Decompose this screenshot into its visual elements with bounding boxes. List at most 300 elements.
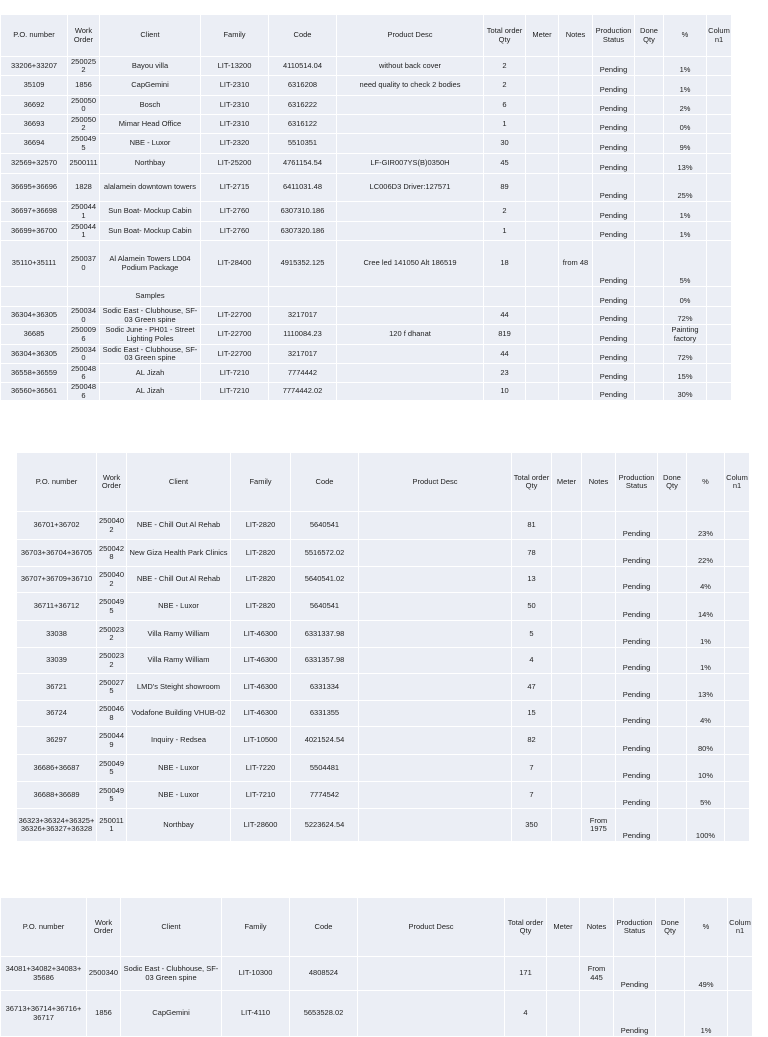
cell-notes bbox=[559, 57, 593, 76]
cell-work-order: 2500486 bbox=[68, 383, 100, 401]
cell-production-status: Pending bbox=[593, 76, 635, 96]
cell-notes bbox=[559, 174, 593, 202]
cell-column1 bbox=[725, 648, 750, 674]
cell-family: LIT-7210 bbox=[201, 383, 269, 401]
cell-done-qty bbox=[635, 115, 664, 134]
header-notes: Notes bbox=[580, 898, 614, 957]
cell-po-number: 33038 bbox=[17, 621, 97, 648]
table-row bbox=[1, 364, 732, 383]
cell-column1 bbox=[707, 325, 732, 345]
cell-client: Northbay bbox=[127, 809, 231, 842]
cell-code: 5640541 bbox=[291, 593, 359, 621]
cell-production-status: Pending bbox=[616, 809, 658, 842]
cell-po-number: 34081+34082+34083+ 35686 bbox=[1, 957, 87, 991]
cell-notes bbox=[582, 674, 616, 701]
cell-done-qty bbox=[635, 364, 664, 383]
cell-work-order: 1856 bbox=[68, 76, 100, 96]
cell-notes: From 1975 bbox=[582, 809, 616, 842]
cell-work-order: 2500441 bbox=[68, 222, 100, 241]
cell-product-desc bbox=[358, 991, 505, 1037]
cell-total-qty: 4 bbox=[505, 991, 547, 1037]
cell-client: Bosch bbox=[100, 96, 201, 115]
header-family: Family bbox=[201, 15, 269, 57]
cell-family: LIT-2310 bbox=[201, 96, 269, 115]
cell-work-order: 1828 bbox=[68, 174, 100, 202]
header-total-qty: Total order Qty bbox=[512, 453, 552, 512]
cell-work-order: 2500449 bbox=[97, 727, 127, 755]
table-row bbox=[1, 222, 732, 241]
cell-percent: 9% bbox=[664, 134, 707, 154]
data-table bbox=[0, 897, 753, 1037]
cell-po-number: 32569+32570 bbox=[1, 154, 68, 174]
cell-percent: 0% bbox=[664, 115, 707, 134]
cell-column1 bbox=[707, 154, 732, 174]
cell-family: LIT-10500 bbox=[231, 727, 291, 755]
cell-product-desc bbox=[359, 621, 512, 648]
cell-done-qty bbox=[635, 57, 664, 76]
cell-work-order: 2500402 bbox=[97, 512, 127, 540]
header-family: Family bbox=[231, 453, 291, 512]
cell-family: LIT-2310 bbox=[201, 76, 269, 96]
cell-family: LIT-2760 bbox=[201, 222, 269, 241]
cell-column1 bbox=[707, 202, 732, 222]
cell-production-status: Pending bbox=[593, 134, 635, 154]
cell-production-status: Pending bbox=[593, 241, 635, 287]
cell-family: LIT-25200 bbox=[201, 154, 269, 174]
cell-code: 5510351 bbox=[269, 134, 337, 154]
table-row bbox=[1, 154, 732, 174]
cell-client: Sodic June - PH01 - Street Lighting Poles bbox=[100, 325, 201, 345]
cell-family: LIT-46300 bbox=[231, 648, 291, 674]
cell-client: Sun Boat- Mockup Cabin bbox=[100, 202, 201, 222]
header-po-number: P.O. number bbox=[17, 453, 97, 512]
cell-po-number: 36304+36305 bbox=[1, 345, 68, 364]
cell-production-status: Pending bbox=[616, 567, 658, 593]
cell-product-desc bbox=[359, 648, 512, 674]
cell-done-qty bbox=[635, 241, 664, 287]
cell-done-qty bbox=[635, 383, 664, 401]
cell-meter bbox=[526, 134, 559, 154]
cell-family: LIT-2310 bbox=[201, 115, 269, 134]
cell-meter bbox=[552, 567, 582, 593]
cell-product-desc: Cree led 141050 Alt 186519 bbox=[337, 241, 484, 287]
cell-notes bbox=[582, 621, 616, 648]
cell-production-status: Pending bbox=[593, 307, 635, 325]
cell-product-desc: LC006D3 Driver:127571 bbox=[337, 174, 484, 202]
cell-notes bbox=[559, 325, 593, 345]
cell-family: LIT-28400 bbox=[201, 241, 269, 287]
cell-meter bbox=[552, 512, 582, 540]
cell-client: Inquiry - Redsea bbox=[127, 727, 231, 755]
table-row bbox=[17, 809, 750, 842]
header-client: Client bbox=[121, 898, 222, 957]
cell-production-status: Pending bbox=[616, 674, 658, 701]
cell-product-desc bbox=[337, 345, 484, 364]
cell-work-order: 2500370 bbox=[68, 241, 100, 287]
header-percent: % bbox=[685, 898, 728, 957]
cell-product-desc: without back cover bbox=[337, 57, 484, 76]
cell-work-order: 2500340 bbox=[87, 957, 121, 991]
cell-column1 bbox=[725, 809, 750, 842]
cell-meter bbox=[552, 674, 582, 701]
table-row bbox=[1, 991, 753, 1037]
table-row bbox=[1, 202, 732, 222]
cell-work-order: 2500495 bbox=[97, 782, 127, 809]
header-done-qty: Done Qty bbox=[658, 453, 687, 512]
cell-meter bbox=[526, 57, 559, 76]
cell-product-desc: need quality to check 2 bodies bbox=[337, 76, 484, 96]
cell-done-qty bbox=[635, 134, 664, 154]
header-done-qty: Done Qty bbox=[656, 898, 685, 957]
cell-total-qty: 50 bbox=[512, 593, 552, 621]
cell-percent: 10% bbox=[687, 755, 725, 782]
cell-product-desc bbox=[359, 755, 512, 782]
cell-percent: 1% bbox=[664, 222, 707, 241]
cell-production-status: Pending bbox=[616, 755, 658, 782]
cell-column1 bbox=[707, 287, 732, 307]
cell-family: LIT-7210 bbox=[231, 782, 291, 809]
cell-percent: 49% bbox=[685, 957, 728, 991]
cell-meter bbox=[526, 364, 559, 383]
header-product-desc: Product Desc bbox=[337, 15, 484, 57]
cell-client: Vodafone Building VHUB-02 bbox=[127, 701, 231, 727]
cell-work-order: 2500232 bbox=[97, 621, 127, 648]
cell-po-number: 36697+36698 bbox=[1, 202, 68, 222]
cell-po-number: 36686+36687 bbox=[17, 755, 97, 782]
header-row bbox=[1, 898, 753, 957]
cell-family: LIT-2320 bbox=[201, 134, 269, 154]
cell-work-order: 2500495 bbox=[68, 134, 100, 154]
cell-column1 bbox=[728, 991, 753, 1037]
table-row bbox=[17, 648, 750, 674]
cell-meter bbox=[552, 809, 582, 842]
cell-work-order: 2500495 bbox=[97, 755, 127, 782]
cell-done-qty bbox=[635, 287, 664, 307]
cell-code: 1110084.23 bbox=[269, 325, 337, 345]
cell-family: LIT-22700 bbox=[201, 345, 269, 364]
table-row bbox=[1, 76, 732, 96]
header-production-status: Production Status bbox=[614, 898, 656, 957]
cell-total-qty: 44 bbox=[484, 345, 526, 364]
cell-code: 3217017 bbox=[269, 307, 337, 325]
cell-column1 bbox=[707, 134, 732, 154]
cell-po-number: 36685 bbox=[1, 325, 68, 345]
cell-total-qty: 13 bbox=[512, 567, 552, 593]
cell-total-qty: 82 bbox=[512, 727, 552, 755]
cell-client: Villa Ramy William bbox=[127, 648, 231, 674]
header-meter: Meter bbox=[526, 15, 559, 57]
cell-meter bbox=[526, 325, 559, 345]
cell-production-status: Pending bbox=[614, 991, 656, 1037]
cell-client: CapGemini bbox=[100, 76, 201, 96]
table-row bbox=[17, 540, 750, 567]
cell-product-desc bbox=[359, 674, 512, 701]
cell-meter bbox=[547, 991, 580, 1037]
cell-po-number: 36695+36696 bbox=[1, 174, 68, 202]
cell-done-qty bbox=[635, 222, 664, 241]
cell-percent: 1% bbox=[685, 991, 728, 1037]
table-row bbox=[1, 241, 732, 287]
cell-column1 bbox=[707, 174, 732, 202]
cell-client: Samples bbox=[100, 287, 201, 307]
cell-client: Villa Ramy William bbox=[127, 621, 231, 648]
cell-code: 3217017 bbox=[269, 345, 337, 364]
cell-po-number: 36692 bbox=[1, 96, 68, 115]
cell-total-qty: 7 bbox=[512, 782, 552, 809]
cell-work-order: 2500232 bbox=[97, 648, 127, 674]
cell-done-qty bbox=[658, 593, 687, 621]
cell-work-order: 2500500 bbox=[68, 96, 100, 115]
cell-done-qty bbox=[658, 567, 687, 593]
cell-product-desc bbox=[337, 364, 484, 383]
cell-notes bbox=[582, 567, 616, 593]
header-percent: % bbox=[687, 453, 725, 512]
cell-code: 7774442 bbox=[269, 364, 337, 383]
cell-meter bbox=[526, 96, 559, 115]
cell-product-desc bbox=[359, 567, 512, 593]
cell-percent: 15% bbox=[664, 364, 707, 383]
cell-done-qty bbox=[635, 174, 664, 202]
cell-meter bbox=[526, 76, 559, 96]
cell-production-status: Pending bbox=[593, 287, 635, 307]
cell-product-desc bbox=[337, 383, 484, 401]
table-row bbox=[17, 593, 750, 621]
cell-product-desc bbox=[337, 307, 484, 325]
cell-notes bbox=[559, 96, 593, 115]
cell-client: alalamein downtown towers bbox=[100, 174, 201, 202]
cell-code: 6331357.98 bbox=[291, 648, 359, 674]
table-row bbox=[1, 345, 732, 364]
cell-notes bbox=[582, 512, 616, 540]
data-table bbox=[0, 14, 732, 401]
cell-code bbox=[269, 287, 337, 307]
cell-notes bbox=[582, 755, 616, 782]
cell-code: 6331334 bbox=[291, 674, 359, 701]
cell-production-status: Pending bbox=[593, 174, 635, 202]
order-table-1 bbox=[0, 14, 732, 401]
cell-notes bbox=[559, 115, 593, 134]
table-row bbox=[1, 325, 732, 345]
cell-work-order: 2500468 bbox=[97, 701, 127, 727]
cell-meter bbox=[526, 154, 559, 174]
cell-production-status: Pending bbox=[616, 593, 658, 621]
cell-meter bbox=[552, 648, 582, 674]
cell-client: CapGemini bbox=[121, 991, 222, 1037]
cell-total-qty: 47 bbox=[512, 674, 552, 701]
cell-family: LIT-10300 bbox=[222, 957, 290, 991]
cell-meter bbox=[526, 307, 559, 325]
cell-po-number: 33039 bbox=[17, 648, 97, 674]
cell-percent: Painting factory bbox=[664, 325, 707, 345]
cell-product-desc bbox=[337, 222, 484, 241]
cell-work-order: 2500096 bbox=[68, 325, 100, 345]
cell-percent: 14% bbox=[687, 593, 725, 621]
cell-product-desc bbox=[337, 202, 484, 222]
cell-column1 bbox=[707, 307, 732, 325]
cell-po-number: 36304+36305 bbox=[1, 307, 68, 325]
cell-po-number: 36701+36702 bbox=[17, 512, 97, 540]
cell-client: AL Jizah bbox=[100, 364, 201, 383]
cell-done-qty bbox=[635, 76, 664, 96]
cell-product-desc bbox=[359, 809, 512, 842]
cell-code: 5504481 bbox=[291, 755, 359, 782]
cell-meter bbox=[526, 115, 559, 134]
cell-done-qty bbox=[658, 782, 687, 809]
cell-total-qty: 6 bbox=[484, 96, 526, 115]
cell-work-order: 2500275 bbox=[97, 674, 127, 701]
cell-total-qty: 89 bbox=[484, 174, 526, 202]
cell-meter bbox=[526, 345, 559, 364]
cell-done-qty bbox=[635, 96, 664, 115]
cell-family: LIT-2760 bbox=[201, 202, 269, 222]
cell-done-qty bbox=[658, 540, 687, 567]
cell-code: 7774442.02 bbox=[269, 383, 337, 401]
cell-total-qty: 1 bbox=[484, 115, 526, 134]
cell-family: LIT-7210 bbox=[201, 364, 269, 383]
cell-production-status: Pending bbox=[593, 96, 635, 115]
table-row bbox=[1, 115, 732, 134]
cell-notes bbox=[559, 307, 593, 325]
cell-total-qty bbox=[484, 287, 526, 307]
table-row bbox=[17, 621, 750, 648]
table-row bbox=[17, 782, 750, 809]
cell-po-number: 36724 bbox=[17, 701, 97, 727]
cell-product-desc bbox=[359, 540, 512, 567]
cell-po-number: 36713+36714+36716+ 36717 bbox=[1, 991, 87, 1037]
cell-percent: 0% bbox=[664, 287, 707, 307]
cell-family: LIT-13200 bbox=[201, 57, 269, 76]
cell-column1 bbox=[728, 957, 753, 991]
cell-done-qty bbox=[635, 307, 664, 325]
cell-production-status: Pending bbox=[616, 782, 658, 809]
cell-percent: 2% bbox=[664, 96, 707, 115]
cell-percent: 1% bbox=[664, 76, 707, 96]
cell-column1 bbox=[725, 567, 750, 593]
cell-code: 5653528.02 bbox=[290, 991, 358, 1037]
cell-client: NBE - Luxor bbox=[100, 134, 201, 154]
cell-column1 bbox=[707, 115, 732, 134]
cell-work-order: 2500495 bbox=[97, 593, 127, 621]
cell-percent: 72% bbox=[664, 307, 707, 325]
cell-code: 6331337.98 bbox=[291, 621, 359, 648]
header-meter: Meter bbox=[547, 898, 580, 957]
order-table-2 bbox=[16, 452, 750, 842]
cell-meter bbox=[552, 621, 582, 648]
cell-notes bbox=[559, 364, 593, 383]
header-work-order: Work Order bbox=[68, 15, 100, 57]
cell-client: Sodic East - Clubhouse, SF-03 Green spine bbox=[121, 957, 222, 991]
cell-product-desc bbox=[337, 115, 484, 134]
cell-code: 4761154.54 bbox=[269, 154, 337, 174]
cell-po-number: 33206+33207 bbox=[1, 57, 68, 76]
cell-family: LIT-2715 bbox=[201, 174, 269, 202]
cell-code: 4915352.125 bbox=[269, 241, 337, 287]
cell-column1 bbox=[707, 364, 732, 383]
cell-total-qty: 819 bbox=[484, 325, 526, 345]
cell-code: 4808524 bbox=[290, 957, 358, 991]
cell-family: LIT-7220 bbox=[231, 755, 291, 782]
cell-total-qty: 45 bbox=[484, 154, 526, 174]
cell-po-number: 35110+35111 bbox=[1, 241, 68, 287]
cell-family: LIT-2820 bbox=[231, 512, 291, 540]
cell-family: LIT-28600 bbox=[231, 809, 291, 842]
cell-work-order: 2500111 bbox=[68, 154, 100, 174]
cell-column1 bbox=[707, 76, 732, 96]
cell-code: 4110514.04 bbox=[269, 57, 337, 76]
cell-client: Sodic East - Clubhouse, SF-03 Green spine bbox=[100, 307, 201, 325]
cell-po-number: 36707+36709+36710 bbox=[17, 567, 97, 593]
cell-work-order: 1856 bbox=[87, 991, 121, 1037]
cell-column1 bbox=[725, 782, 750, 809]
cell-client: Mimar Head Office bbox=[100, 115, 201, 134]
cell-percent: 13% bbox=[664, 154, 707, 174]
cell-done-qty bbox=[658, 809, 687, 842]
cell-work-order: 2500441 bbox=[68, 202, 100, 222]
cell-family: LIT-22700 bbox=[201, 307, 269, 325]
cell-work-order: 2500486 bbox=[68, 364, 100, 383]
cell-notes bbox=[582, 593, 616, 621]
cell-production-status: Pending bbox=[616, 621, 658, 648]
cell-meter bbox=[552, 701, 582, 727]
cell-notes bbox=[582, 648, 616, 674]
cell-done-qty bbox=[658, 727, 687, 755]
cell-production-status: Pending bbox=[616, 512, 658, 540]
cell-total-qty: 4 bbox=[512, 648, 552, 674]
cell-family bbox=[201, 287, 269, 307]
cell-percent: 25% bbox=[664, 174, 707, 202]
cell-meter bbox=[526, 287, 559, 307]
cell-client: NBE - Luxor bbox=[127, 782, 231, 809]
cell-code: 6411031.48 bbox=[269, 174, 337, 202]
cell-family: LIT-46300 bbox=[231, 674, 291, 701]
cell-code: 6316222 bbox=[269, 96, 337, 115]
cell-total-qty: 2 bbox=[484, 57, 526, 76]
cell-work-order: 2500111 bbox=[97, 809, 127, 842]
order-table-3 bbox=[0, 897, 753, 1037]
cell-total-qty: 1 bbox=[484, 222, 526, 241]
cell-production-status: Pending bbox=[593, 345, 635, 364]
cell-notes bbox=[559, 345, 593, 364]
header-notes: Notes bbox=[559, 15, 593, 57]
cell-code: 4021524.54 bbox=[291, 727, 359, 755]
cell-code: 6331355 bbox=[291, 701, 359, 727]
cell-column1 bbox=[707, 241, 732, 287]
cell-client: NBE - Luxor bbox=[127, 593, 231, 621]
cell-meter bbox=[552, 782, 582, 809]
table-row bbox=[17, 755, 750, 782]
cell-client: Sun Boat- Mockup Cabin bbox=[100, 222, 201, 241]
cell-product-desc bbox=[358, 957, 505, 991]
cell-production-status: Pending bbox=[593, 115, 635, 134]
table-row bbox=[17, 512, 750, 540]
cell-code: 7774542 bbox=[291, 782, 359, 809]
cell-product-desc: LF-GIR007YS(B)0350H bbox=[337, 154, 484, 174]
cell-code: 6316208 bbox=[269, 76, 337, 96]
cell-done-qty bbox=[656, 991, 685, 1037]
cell-product-desc bbox=[337, 287, 484, 307]
cell-production-status: Pending bbox=[593, 202, 635, 222]
cell-percent: 72% bbox=[664, 345, 707, 364]
cell-work-order: 2500402 bbox=[97, 567, 127, 593]
cell-done-qty bbox=[658, 674, 687, 701]
cell-done-qty bbox=[635, 154, 664, 174]
cell-po-number: 36560+36561 bbox=[1, 383, 68, 401]
cell-production-status: Pending bbox=[593, 364, 635, 383]
cell-client: NBE - Chill Out Al Rehab bbox=[127, 512, 231, 540]
table-row bbox=[1, 57, 732, 76]
cell-total-qty: 44 bbox=[484, 307, 526, 325]
header-done-qty: Done Qty bbox=[635, 15, 664, 57]
